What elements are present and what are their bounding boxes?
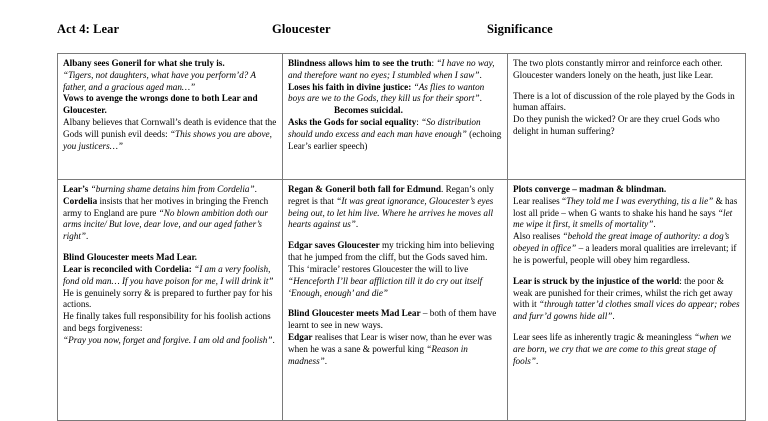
body-text: Lear realises “ [513,195,567,206]
paragraph [513,332,740,367]
body-text: realises that Lear is wiser now, than he ever was when he was a sane & powerful king [288,331,492,354]
bold-text: Blindness allows him to see the truth [288,58,432,68]
cell-lear-row2 [58,180,283,421]
quotation-text: “when we are born, we cry that we are come to this great stage of fools” [513,331,732,366]
column-header-lear: Act 4: Lear [57,22,120,36]
paragraph-spacer [288,299,502,308]
paragraph [288,58,502,153]
cell-gloucester-row1 [283,54,508,180]
body-text: . [535,355,539,366]
bold-text: Plots converge – madman & blindman. [513,184,667,194]
body-text: . [254,184,257,194]
paragraph [513,91,740,138]
paragraph [63,252,277,347]
body-text: . [85,231,89,242]
quotation-text: “I am a very foolish, fond old man… If you have poison for me, I will drink it” [63,263,274,286]
bold-text: Lear is struck by the injustice of the world [513,275,680,286]
bold-text: Becomes suicidal. [334,105,403,116]
bold-text: Loses his faith in divine justice: [288,81,412,92]
quotation-text: “This shows you are above, you justicers…” [63,128,272,151]
bold-text: Vows to avenge the wrongs done to both Lear and Gloucester. [63,93,258,116]
paragraph-spacer [513,267,740,276]
body-text: – both of them have learnt to see in new ways. [288,308,497,331]
quotation-text: “Pray you now, forget and forgive. I am old and foolish” [63,334,273,345]
body-text: my tricking him into believing that he jumped from the cliff, but the Gods saved him. This ‘miracle’ restores Gloucester the will to live [288,240,495,274]
bold-text: Albany sees Goneril for what she truly is. [63,58,225,68]
paragraph [513,58,740,82]
quotation-text: “As flies to wanton boys are we to the Gods, they kill us for their sport” [288,81,485,104]
quotation-text: “burning shame detains him from Cordelia” [90,184,255,194]
cell-gloucester-row2 [283,180,508,421]
body-text: (echoing Lear’s earlier speech) [288,128,502,151]
paragraph [63,58,277,153]
quotation-text: “So distribution should undo excess and each man have enough” [288,117,481,139]
quotation-text: “Tigers, not daughters, what have you perform’d? A father, and a gracious aged man…” [63,69,256,92]
quotation-text: They told me I was everything, tis a lie” [566,195,714,206]
body-text: Lear sees life as inherently tragic & meaningless [513,331,695,342]
body-text: : the poor & weak are punished for their crimes, whilst the rich get away with it [513,275,733,310]
quotation-text: “Henceforth I’ll bear affliction till it do cry out itself ‘Enough, enough’ and die” [288,275,483,298]
paragraph [63,184,277,243]
bold-text: Cordelia [63,195,98,206]
paragraph-spacer [513,323,740,332]
body-text: Albany believes that Cornwall’s death is evidence that the Gods will punish evil deeds: [63,117,277,139]
body-text: . [612,311,615,322]
body-text: The two plots constantly mirror and reinforce each other. Gloucester wanders lonely on the heath, just like Lear. [513,58,723,80]
body-text: – a leaders moral qualities are irrelevant; if he is powerful, people will obey him regardless. [513,243,737,265]
quotation-text: “I have no way, and therefore want no eyes; I stumbled when I saw” [288,58,495,80]
quotation-text: “behold the great image of authority: a dog’s obeyed in office” [513,231,730,254]
paragraph-spacer [513,82,740,91]
body-text: There is a lot of discussion of the role played by the Gods in human affairs. [513,90,735,113]
paragraph-spacer [288,231,502,240]
body-text: : [431,58,437,68]
body-text: . [355,219,359,230]
column-headers [57,22,714,36]
paragraph [288,308,502,367]
paragraph [513,276,740,323]
body-text: He finally takes full responsibility for his foolish actions and begs forgiveness: [63,311,271,333]
quotation-text: “let me wipe it first, it smells of mortality” [513,207,733,230]
body-text: . Regan’s only regret is that [288,184,494,206]
body-text: . [272,334,275,345]
bold-text: Lear is reconciled with Cordelia: [63,263,192,274]
revision-table [57,53,746,421]
bold-text: Edgar saves Gloucester [288,240,380,251]
table-row [58,54,746,180]
quotation-text: “It was great ignorance, Gloucester’s eyes being out, to let him live. Where he arrives he moves all hearts against us” [288,195,494,230]
column-header-gloucester: Gloucester [272,22,331,36]
bold-text: Regan & Goneril both fall for Edmund [288,184,441,194]
body-text: insists that her motives in bringing the French army to England are pure [63,195,269,218]
body-text: . [479,69,482,80]
body-text: & has lost all pride – when G wants to shake his hand he says [513,195,738,218]
column-header-significance: Significance [487,22,553,36]
bold-text: Blind Gloucester meets Mad Lear. [63,252,197,263]
bold-text: Edgar [288,331,313,342]
body-text: He is genuinely sorry & is prepared to further pay for his actions. [63,287,273,310]
bold-text: Lear’s [63,184,89,194]
bold-text: Asks the Gods for social equality [288,117,417,128]
quotation-text: “through tatter’d clothes small vices do appear; robes and furr’d gowns hide all” [513,299,740,322]
paragraph-spacer [63,243,277,252]
quotation-text: “No blown ambition doth our arms incite/ But love, dear love, and our aged father’s right” [63,207,268,242]
body-text: . [653,219,656,230]
paragraph [513,184,740,267]
cell-significance-row2 [508,180,746,421]
body-text: Also realises [513,231,563,242]
table-row [58,180,746,421]
paragraph [288,240,502,299]
quotation-text: “Reason in madness” [288,343,468,366]
cell-lear-row1 [58,54,283,180]
bold-text: Blind Gloucester meets Mad Lear [288,308,421,319]
body-text: : [416,117,422,128]
body-text: . [479,93,482,104]
paragraph [288,184,502,231]
cell-significance-row1 [508,54,746,180]
body-text: Do they punish the wicked? Or are they cruel Gods who delight in human suffering? [513,114,720,137]
body-text: . [324,355,328,366]
